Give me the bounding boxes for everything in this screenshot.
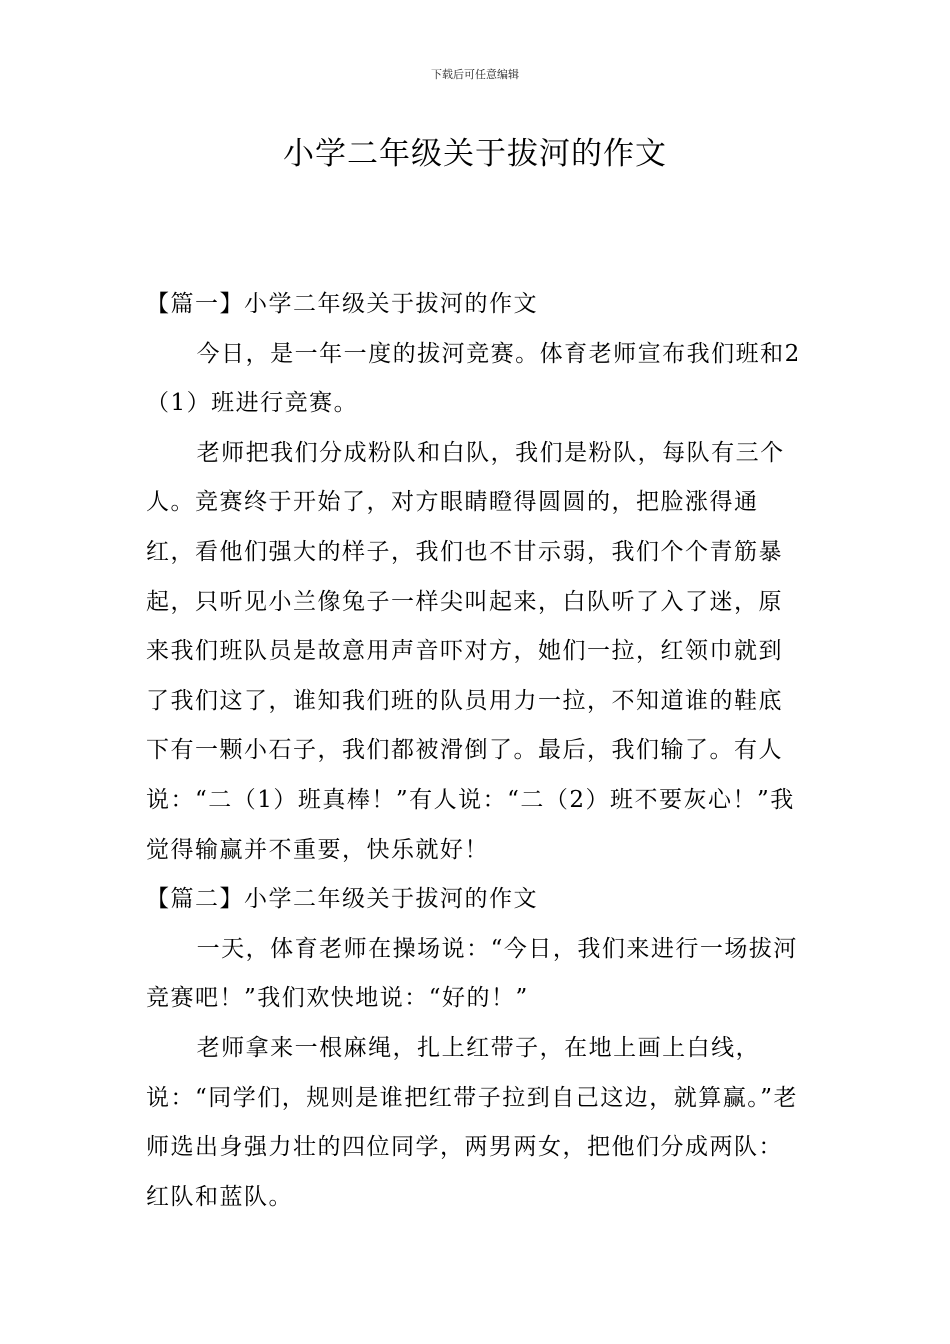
paragraph: 老师拿来一根麻绳，扎上红带子，在地上画上白线，说：“同学们，规则是谁把红带子拉到自己这边，就算赢。”老师选出身强力壮的四位同学，两男两女，把他们分成两队：红队和蓝队。	[146, 1034, 799, 1210]
header-note: 下载后可任意编辑	[431, 68, 519, 81]
document-body	[146, 280, 806, 1222]
paragraph: 老师把我们分成粉队和白队，我们是粉队，每队有三个人。竞赛终于开始了，对方眼睛瞪得圆圆的，把脸涨得通红，看他们强大的样子，我们也不甘示弱，我们个个青筋暴起，只听见小兰像兔子一样尖叫起来，白队听了入了迷，原来我们班队员是故意用声音吓对方，她们一拉，红领巾就到了我们这了，谁知我们班的队员用力一拉，不知道谁的鞋底下有一颗小石子，我们都被滑倒了。最后，我们输了。有人说：“二（1）班真棒！”有人说：“二（2）班不要灰心！”我觉得输赢并不重要，快乐就好！	[146, 439, 795, 863]
document-title: 小学二年级关于拔河的作文	[283, 136, 667, 172]
paragraph: 一天，体育老师在操场说：“今日，我们来进行一场拔河竞赛吧！”我们欢快地说：“好的！”	[146, 935, 798, 1012]
paragraph: 今日，是一年一度的拔河竞赛。体育老师宣布我们班和2（1）班进行竞赛。	[146, 340, 801, 417]
section-heading: 【篇一】小学二年级关于拔河的作文	[146, 291, 538, 317]
section-heading: 【篇二】小学二年级关于拔河的作文	[146, 886, 538, 913]
